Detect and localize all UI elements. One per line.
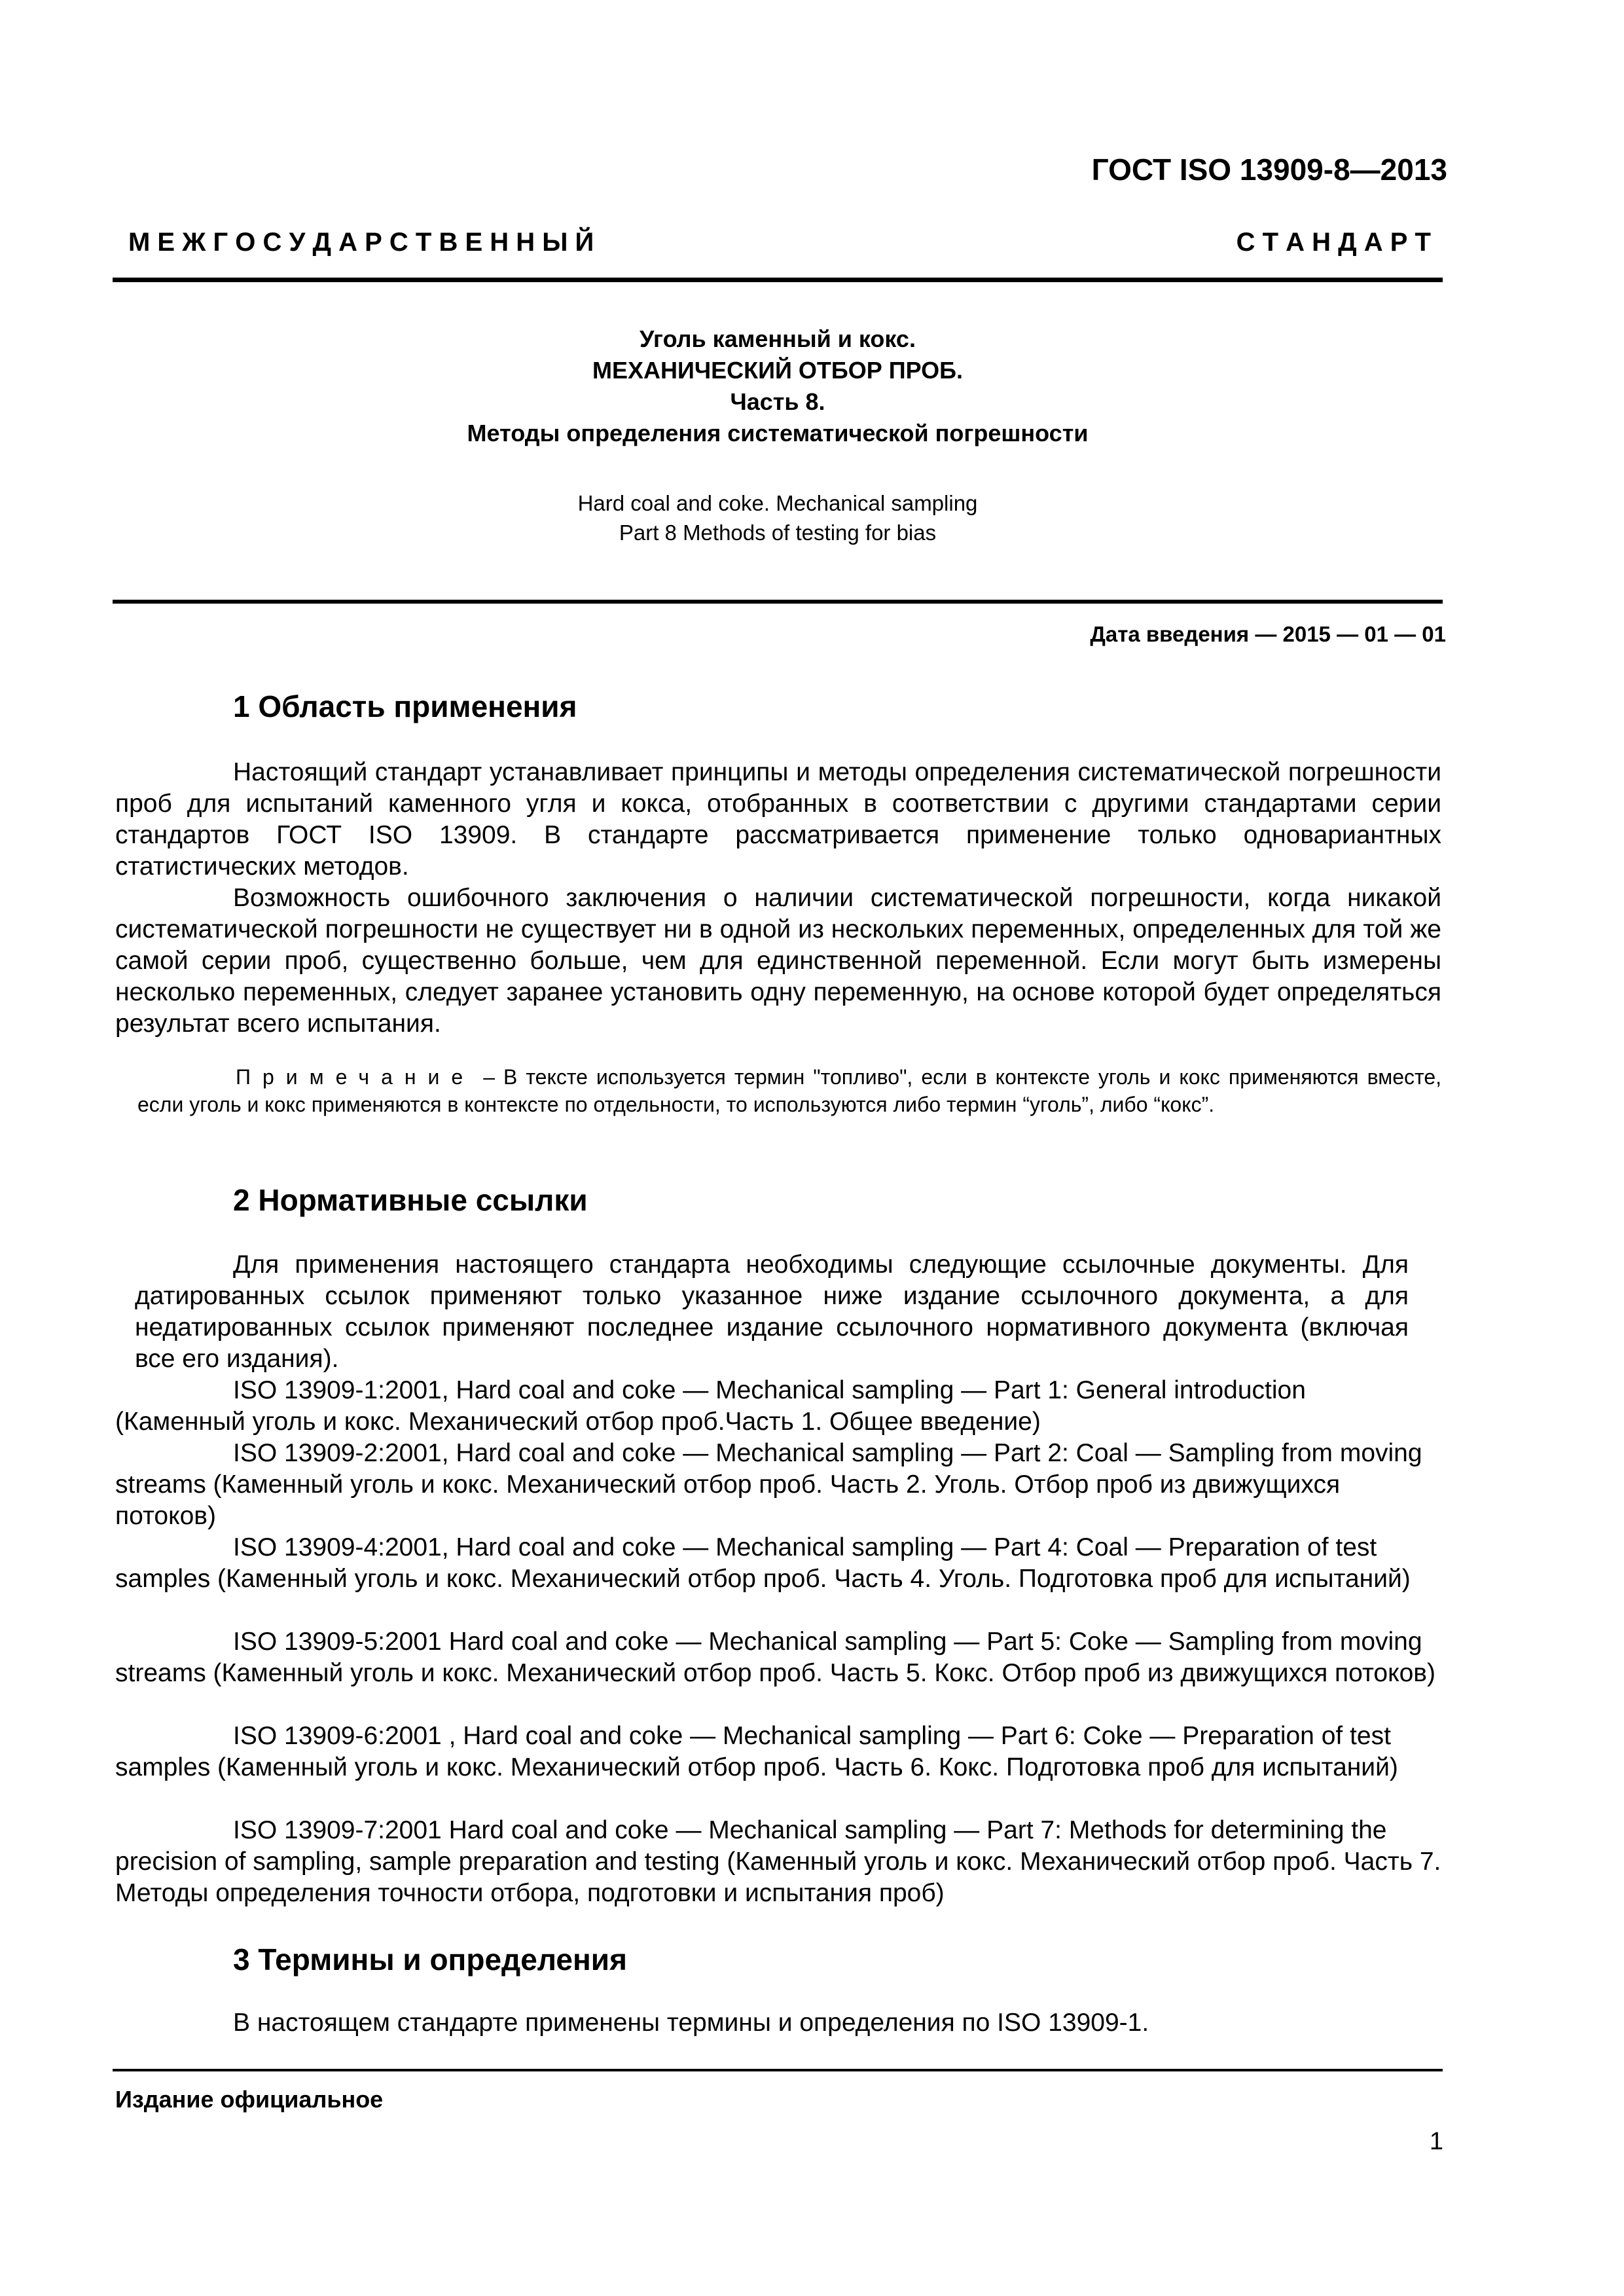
- reference-item: [115, 1438, 1441, 1532]
- paragraph-text: Возможность ошибочного заключения о наличии систематической погрешности, когда никакой систематической погрешности не существует ни в одной из нескольких переменных, определенных для той же самой серии проб, существенно больше, чем для единственной переменной. Если могут быть измерены несколько переменных, следует заранее установить одну переменную, на основе которой будет определяться результат всего испытания.: [115, 884, 1441, 1038]
- paragraph-text: Для применения настоящего стандарта необходимы следующие ссылочные документы. Для датированных ссылок применяют только указанное ниже издание ссылочного документа, а для недатированных ссылок применяют последнее издание ссылочного нормативного документа (включая все его издания).: [135, 1250, 1409, 1373]
- title-rule: [113, 600, 1443, 604]
- paragraph-text: Настоящий стандарт устанавливает принципы и методы определения систематической погрешности проб для испытаний каменного угля и кокса, отобранных в соответствии с другими стандартами серии стандартов ГОСТ ISO 13909. В стандарте рассматривается применение только одновариантных статистических методов.: [115, 758, 1441, 881]
- footer-rule: [113, 2069, 1443, 2071]
- page-number: 1: [1429, 2128, 1443, 2155]
- title-line: МЕХАНИЧЕСКИЙ ОТБОР ПРОБ.: [592, 357, 964, 384]
- section-3-heading: 3 Термины и определения: [233, 1942, 627, 1977]
- reference-item: [115, 1626, 1441, 1689]
- standard-word: С Т А Н Д А Р Т: [1236, 228, 1431, 257]
- reference-item: [115, 1532, 1441, 1595]
- top-rule: [113, 278, 1443, 282]
- section-1-paragraph-1: [115, 757, 1441, 883]
- edition-label: Издание официальное: [115, 2086, 384, 2113]
- title-block: [113, 323, 1443, 449]
- english-title-line: Part 8 Methods of testing for bias: [619, 520, 937, 545]
- reference-item: [115, 1815, 1441, 1909]
- introduction-date: Дата введения — 2015 — 01 — 01: [1090, 622, 1446, 646]
- section-2-paragraph-1: [135, 1249, 1409, 1375]
- english-title-line: Hard coal and coke. Mechanical sampling: [577, 491, 978, 515]
- interstate-word: М Е Ж Г О С У Д А Р С Т В Е Н Н Ы Й: [128, 228, 594, 257]
- reference-text: ISO 13909-6:2001 , Hard coal and coke — Mechanical sampling — Part 6: Coke — Preparation of test samples (Каменный уголь и кокс. Механический отбор проб. Часть 6. Кокс. Подготовка проб для испытаний): [115, 1722, 1398, 1781]
- reference-text: ISO 13909-2:2001, Hard coal and coke — Mechanical sampling — Part 2: Coal — Sampling from moving streams (Каменный уголь и кокс. Механический отбор проб. Часть 2. Уголь. Отбор проб из движущихся потоков): [115, 1439, 1422, 1530]
- note-label: Примечание: [236, 1065, 475, 1089]
- paragraph-text: В настоящем стандарте применены термины и определения по ISO 13909-1.: [233, 2009, 1149, 2037]
- reference-text: ISO 13909-4:2001, Hard coal and coke — Mechanical sampling — Part 4: Coal — Preparation of test samples (Каменный уголь и кокс. Механический отбор проб. Часть 4. Уголь. Подготовка проб для испытаний): [115, 1533, 1411, 1593]
- reference-item: [115, 1375, 1441, 1438]
- note-text: – В тексте используется термин "топливо", если в контексте уголь и кокс применяются вместе, если уголь и кокс применяются в контексте по отдельности, то используются либо термин “уголь”, либо “кокс”.: [137, 1065, 1441, 1116]
- section-1-paragraph-2: [115, 883, 1441, 1040]
- title-line: Часть 8.: [730, 388, 825, 415]
- section-1-heading: 1 Область применения: [233, 689, 577, 723]
- document-number: ГОСТ ISO 13909-8—2013: [1091, 153, 1447, 187]
- section-3-paragraph-1: [115, 2007, 1441, 2039]
- title-line: Уголь каменный и кокс.: [640, 325, 916, 352]
- section-2-heading: 2 Нормативные ссылки: [233, 1183, 588, 1217]
- reference-text: ISO 13909-5:2001 Hard coal and coke — Mechanical sampling — Part 5: Coke — Sampling from moving streams (Каменный уголь и кокс. Механический отбор проб. Часть 5. Кокс. Отбор проб из движущихся потоков): [115, 1628, 1436, 1687]
- english-title: [113, 488, 1443, 547]
- reference-text: ISO 13909-1:2001, Hard coal and coke — Mechanical sampling — Part 1: General introduction (Каменный уголь и кокс. Механический отбор проб.Часть 1. Общее введение): [115, 1376, 1306, 1436]
- reference-text: ISO 13909-7:2001 Hard coal and coke — Mechanical sampling — Part 7: Methods for determining the precision of sampling, sample preparation and testing (Каменный уголь и кокс. Механический отбор проб. Часть 7. Методы определения точности отбора, подготовки и испытания проб): [115, 1816, 1441, 1907]
- section-1-note: [137, 1063, 1441, 1118]
- interstate-standard-banner: [128, 228, 1431, 257]
- reference-item: [115, 1721, 1441, 1783]
- title-line: Методы определения систематической погрешности: [467, 420, 1089, 446]
